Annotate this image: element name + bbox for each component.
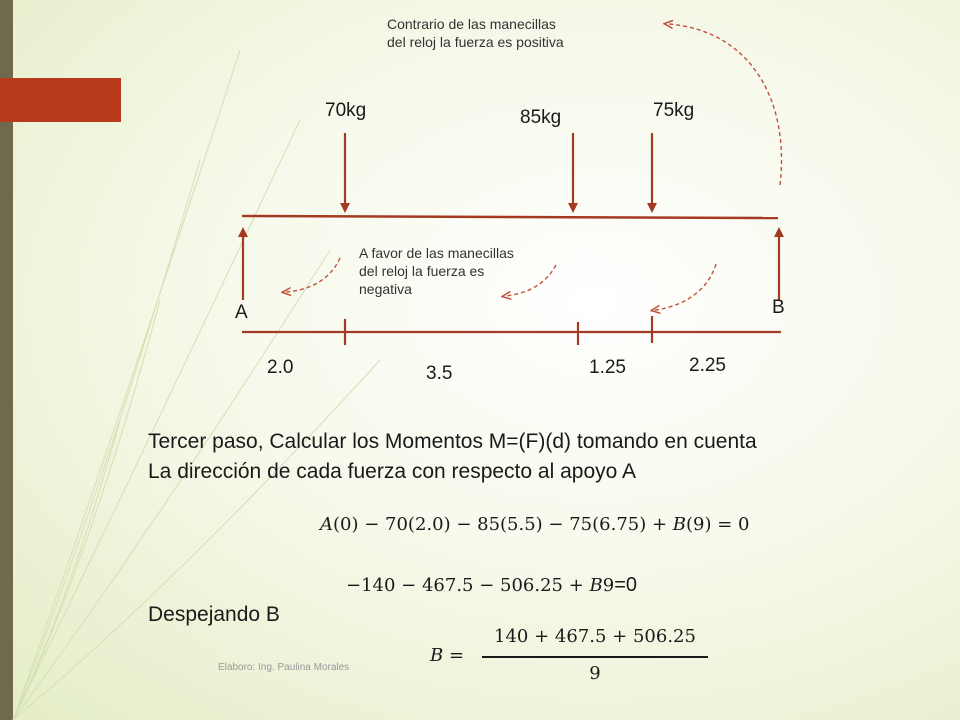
negative-note-line-1: A favor de las manecillas: [359, 245, 514, 261]
step-line-1: Tercer paso, Calcular los Momentos M=(F)(d) tomando en cuenta: [148, 430, 757, 453]
force-label-75kg: 75kg: [653, 100, 695, 121]
footer-author: Elaboro: Ing. Paulina Morales: [218, 662, 350, 673]
negative-arrow-3: [655, 264, 716, 310]
distance-label-4: 2.25: [689, 355, 726, 376]
distance-label-1: 2.0: [267, 357, 294, 378]
beam-line: [242, 216, 778, 218]
force-label-70kg: 70kg: [325, 100, 367, 121]
support-label-b: B: [772, 297, 785, 318]
positive-direction-note: [387, 15, 667, 51]
negative-direction-note: [359, 244, 599, 298]
distance-label-2: 3.5: [426, 363, 453, 384]
despejando-label: Despejando B: [148, 603, 280, 626]
sum-equation: [346, 574, 637, 597]
step-description: [148, 427, 948, 487]
fraction-denominator: 9: [589, 663, 601, 684]
negative-note-line-2: del reloj la fuerza es: [359, 263, 485, 279]
negative-arrow-1: [286, 258, 340, 292]
b-lhs: 𝐵 =: [430, 645, 465, 666]
fraction-numerator: 140 + 467.5 + 506.25: [494, 626, 696, 647]
positive-note-line-2: del reloj la fuerza es positiva: [387, 34, 564, 50]
positive-note-line-1: Contrario de las manecillas: [387, 16, 556, 32]
step-line-2: La dirección de cada fuerza con respecto al apoyo A: [148, 460, 636, 483]
sum-equation-tail: =0: [614, 574, 638, 596]
fraction-bar: [482, 656, 708, 658]
distance-label-3: 1.25: [589, 357, 626, 378]
force-label-85kg: 85kg: [520, 107, 562, 128]
sum-equation-main: −140 − 467.5 − 506.25 + 𝐵9: [346, 575, 615, 596]
moment-equation: 𝐴(0) − 70(2.0) − 85(5.5) − 75(6.75) + 𝐵(9) = 0: [320, 514, 750, 535]
support-label-a: A: [235, 302, 248, 323]
negative-note-line-3: negativa: [359, 281, 412, 297]
